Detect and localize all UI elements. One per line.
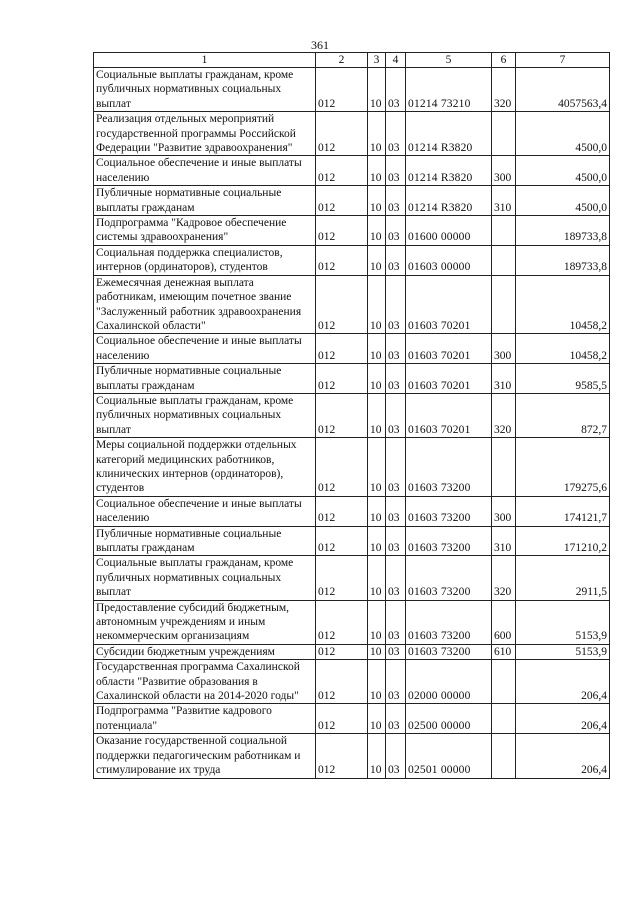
amount-value: 4500,0 — [516, 156, 610, 186]
ministry-code: 012 — [316, 526, 368, 556]
table-row — [94, 704, 610, 734]
amount-value: 171210,2 — [516, 526, 610, 556]
row-name: Социальные выплаты гражданам, кроме публичных нормативных социальных выплат — [94, 393, 316, 437]
row-name: Меры социальной поддержки отдельных категорий медицинских работников, клинических интернов (ординаторов), студентов — [94, 438, 316, 497]
expense-type-code — [492, 275, 516, 334]
row-name: Публичные нормативные социальные выплаты гражданам — [94, 186, 316, 216]
table-row — [94, 186, 610, 216]
expense-type-code — [492, 660, 516, 704]
target-article-code: 01603 73200 — [406, 496, 492, 526]
ministry-code: 012 — [316, 660, 368, 704]
section-code: 10 — [368, 704, 386, 734]
row-name: Предоставление субсидий бюджетным, автономным учреждениям и иным некоммерческим организациям — [94, 600, 316, 644]
expense-type-code: 300 — [492, 496, 516, 526]
expense-type-code: 300 — [492, 334, 516, 364]
row-name: Социальное обеспечение и иные выплаты населению — [94, 496, 316, 526]
amount-value: 9585,5 — [516, 364, 610, 394]
section-code: 10 — [368, 68, 386, 112]
section-code: 10 — [368, 245, 386, 275]
ministry-code: 012 — [316, 438, 368, 497]
ministry-code: 012 — [316, 393, 368, 437]
ministry-code: 012 — [316, 156, 368, 186]
table-row — [94, 275, 610, 334]
target-article-code: 01214 R3820 — [406, 112, 492, 156]
row-name: Социальные выплаты гражданам, кроме публичных нормативных социальных выплат — [94, 68, 316, 112]
column-header: 3 — [368, 53, 386, 68]
row-name: Субсидии бюджетным учреждениям — [94, 644, 316, 659]
section-code: 10 — [368, 526, 386, 556]
table-row — [94, 438, 610, 497]
table-row — [94, 496, 610, 526]
table-row — [94, 526, 610, 556]
subsection-code: 03 — [386, 112, 406, 156]
section-code: 10 — [368, 364, 386, 394]
subsection-code: 03 — [386, 393, 406, 437]
row-name: Социальное обеспечение и иные выплаты населению — [94, 334, 316, 364]
subsection-code: 03 — [386, 186, 406, 216]
ministry-code: 012 — [316, 68, 368, 112]
target-article-code: 01214 R3820 — [406, 156, 492, 186]
section-code: 10 — [368, 216, 386, 246]
subsection-code: 03 — [386, 364, 406, 394]
expense-type-code: 310 — [492, 186, 516, 216]
ministry-code: 012 — [316, 556, 368, 600]
column-header: 5 — [406, 53, 492, 68]
ministry-code: 012 — [316, 704, 368, 734]
target-article-code: 01603 73200 — [406, 526, 492, 556]
section-code: 10 — [368, 186, 386, 216]
amount-value: 4500,0 — [516, 186, 610, 216]
column-header: 2 — [316, 53, 368, 68]
subsection-code: 03 — [386, 734, 406, 778]
amount-value: 10458,2 — [516, 334, 610, 364]
expense-type-code — [492, 734, 516, 778]
ministry-code: 012 — [316, 275, 368, 334]
section-code: 10 — [368, 334, 386, 364]
table-row — [94, 216, 610, 246]
expense-type-code: 320 — [492, 556, 516, 600]
table-row — [94, 600, 610, 644]
target-article-code: 01214 73210 — [406, 68, 492, 112]
subsection-code: 03 — [386, 660, 406, 704]
table-row — [94, 156, 610, 186]
column-header: 6 — [492, 53, 516, 68]
expense-type-code — [492, 216, 516, 246]
section-code: 10 — [368, 496, 386, 526]
section-code: 10 — [368, 275, 386, 334]
subsection-code: 03 — [386, 600, 406, 644]
budget-table — [93, 52, 610, 779]
ministry-code: 012 — [316, 364, 368, 394]
section-code: 10 — [368, 556, 386, 600]
row-name: Публичные нормативные социальные выплаты гражданам — [94, 526, 316, 556]
expense-type-code — [492, 704, 516, 734]
expense-type-code — [492, 112, 516, 156]
expense-type-code: 300 — [492, 156, 516, 186]
target-article-code: 02501 00000 — [406, 734, 492, 778]
ministry-code: 012 — [316, 600, 368, 644]
subsection-code: 03 — [386, 526, 406, 556]
target-article-code: 01603 70201 — [406, 364, 492, 394]
subsection-code: 03 — [386, 644, 406, 659]
column-header: 7 — [516, 53, 610, 68]
subsection-code: 03 — [386, 216, 406, 246]
target-article-code: 02000 00000 — [406, 660, 492, 704]
target-article-code: 01603 70201 — [406, 275, 492, 334]
amount-value: 10458,2 — [516, 275, 610, 334]
table-row — [94, 644, 610, 659]
row-name: Социальная поддержка специалистов, интернов (ординаторов), студентов — [94, 245, 316, 275]
row-name: Подпрограмма "Развитие кадрового потенциала" — [94, 704, 316, 734]
table-row — [94, 660, 610, 704]
row-name: Социальные выплаты гражданам, кроме публичных нормативных социальных выплат — [94, 556, 316, 600]
row-name: Подпрограмма "Кадровое обеспечение системы здравоохранения" — [94, 216, 316, 246]
target-article-code: 01603 70201 — [406, 334, 492, 364]
expense-type-code: 610 — [492, 644, 516, 659]
subsection-code: 03 — [386, 68, 406, 112]
expense-type-code: 320 — [492, 68, 516, 112]
ministry-code: 012 — [316, 245, 368, 275]
target-article-code: 01603 73200 — [406, 644, 492, 659]
expense-type-code: 320 — [492, 393, 516, 437]
table-row — [94, 556, 610, 600]
section-code: 10 — [368, 393, 386, 437]
table-row — [94, 68, 610, 112]
table-row — [94, 364, 610, 394]
target-article-code: 02500 00000 — [406, 704, 492, 734]
section-code: 10 — [368, 644, 386, 659]
column-header: 4 — [386, 53, 406, 68]
amount-value: 2911,5 — [516, 556, 610, 600]
expense-type-code: 310 — [492, 364, 516, 394]
section-code: 10 — [368, 156, 386, 186]
subsection-code: 03 — [386, 556, 406, 600]
amount-value: 189733,8 — [516, 216, 610, 246]
row-name: Государственная программа Сахалинской области "Развитие образования в Сахалинской области на 2014-2020 годы" — [94, 660, 316, 704]
amount-value: 206,4 — [516, 734, 610, 778]
expense-type-code — [492, 438, 516, 497]
target-article-code: 01603 73200 — [406, 438, 492, 497]
header-row — [94, 53, 610, 68]
ministry-code: 012 — [316, 334, 368, 364]
target-article-code: 01600 00000 — [406, 216, 492, 246]
ministry-code: 012 — [316, 496, 368, 526]
row-name: Публичные нормативные социальные выплаты гражданам — [94, 364, 316, 394]
target-article-code: 01214 R3820 — [406, 186, 492, 216]
target-article-code: 01603 73200 — [406, 556, 492, 600]
amount-value: 5153,9 — [516, 644, 610, 659]
ministry-code: 012 — [316, 112, 368, 156]
section-code: 10 — [368, 734, 386, 778]
page-number: 361 — [311, 38, 329, 52]
amount-value: 872,7 — [516, 393, 610, 437]
amount-value: 189733,8 — [516, 245, 610, 275]
subsection-code: 03 — [386, 245, 406, 275]
subsection-code: 03 — [386, 496, 406, 526]
table-row — [94, 334, 610, 364]
section-code: 10 — [368, 600, 386, 644]
expense-type-code — [492, 245, 516, 275]
subsection-code: 03 — [386, 334, 406, 364]
subsection-code: 03 — [386, 704, 406, 734]
amount-value: 179275,6 — [516, 438, 610, 497]
table-row — [94, 112, 610, 156]
expense-type-code: 310 — [492, 526, 516, 556]
subsection-code: 03 — [386, 156, 406, 186]
ministry-code: 012 — [316, 734, 368, 778]
ministry-code: 012 — [316, 644, 368, 659]
row-name: Ежемесячная денежная выплата работникам, имеющим почетное звание "Заслуженный работник здравоохранения Сахалинской области" — [94, 275, 316, 334]
subsection-code: 03 — [386, 438, 406, 497]
target-article-code: 01603 73200 — [406, 600, 492, 644]
amount-value: 206,4 — [516, 660, 610, 704]
target-article-code: 01603 00000 — [406, 245, 492, 275]
table-row — [94, 734, 610, 778]
amount-value: 174121,7 — [516, 496, 610, 526]
amount-value: 4057563,4 — [516, 68, 610, 112]
amount-value: 4500,0 — [516, 112, 610, 156]
subsection-code: 03 — [386, 275, 406, 334]
ministry-code: 012 — [316, 186, 368, 216]
table-row — [94, 245, 610, 275]
target-article-code: 01603 70201 — [406, 393, 492, 437]
section-code: 10 — [368, 660, 386, 704]
section-code: 10 — [368, 438, 386, 497]
table-row — [94, 393, 610, 437]
row-name: Оказание государственной социальной поддержки педагогическим работникам и стимулирование их труда — [94, 734, 316, 778]
ministry-code: 012 — [316, 216, 368, 246]
row-name: Социальное обеспечение и иные выплаты населению — [94, 156, 316, 186]
section-code: 10 — [368, 112, 386, 156]
column-header: 1 — [94, 53, 316, 68]
row-name: Реализация отдельных мероприятий государственной программы Российской Федерации "Развитие здравоохранения" — [94, 112, 316, 156]
amount-value: 206,4 — [516, 704, 610, 734]
amount-value: 5153,9 — [516, 600, 610, 644]
expense-type-code: 600 — [492, 600, 516, 644]
